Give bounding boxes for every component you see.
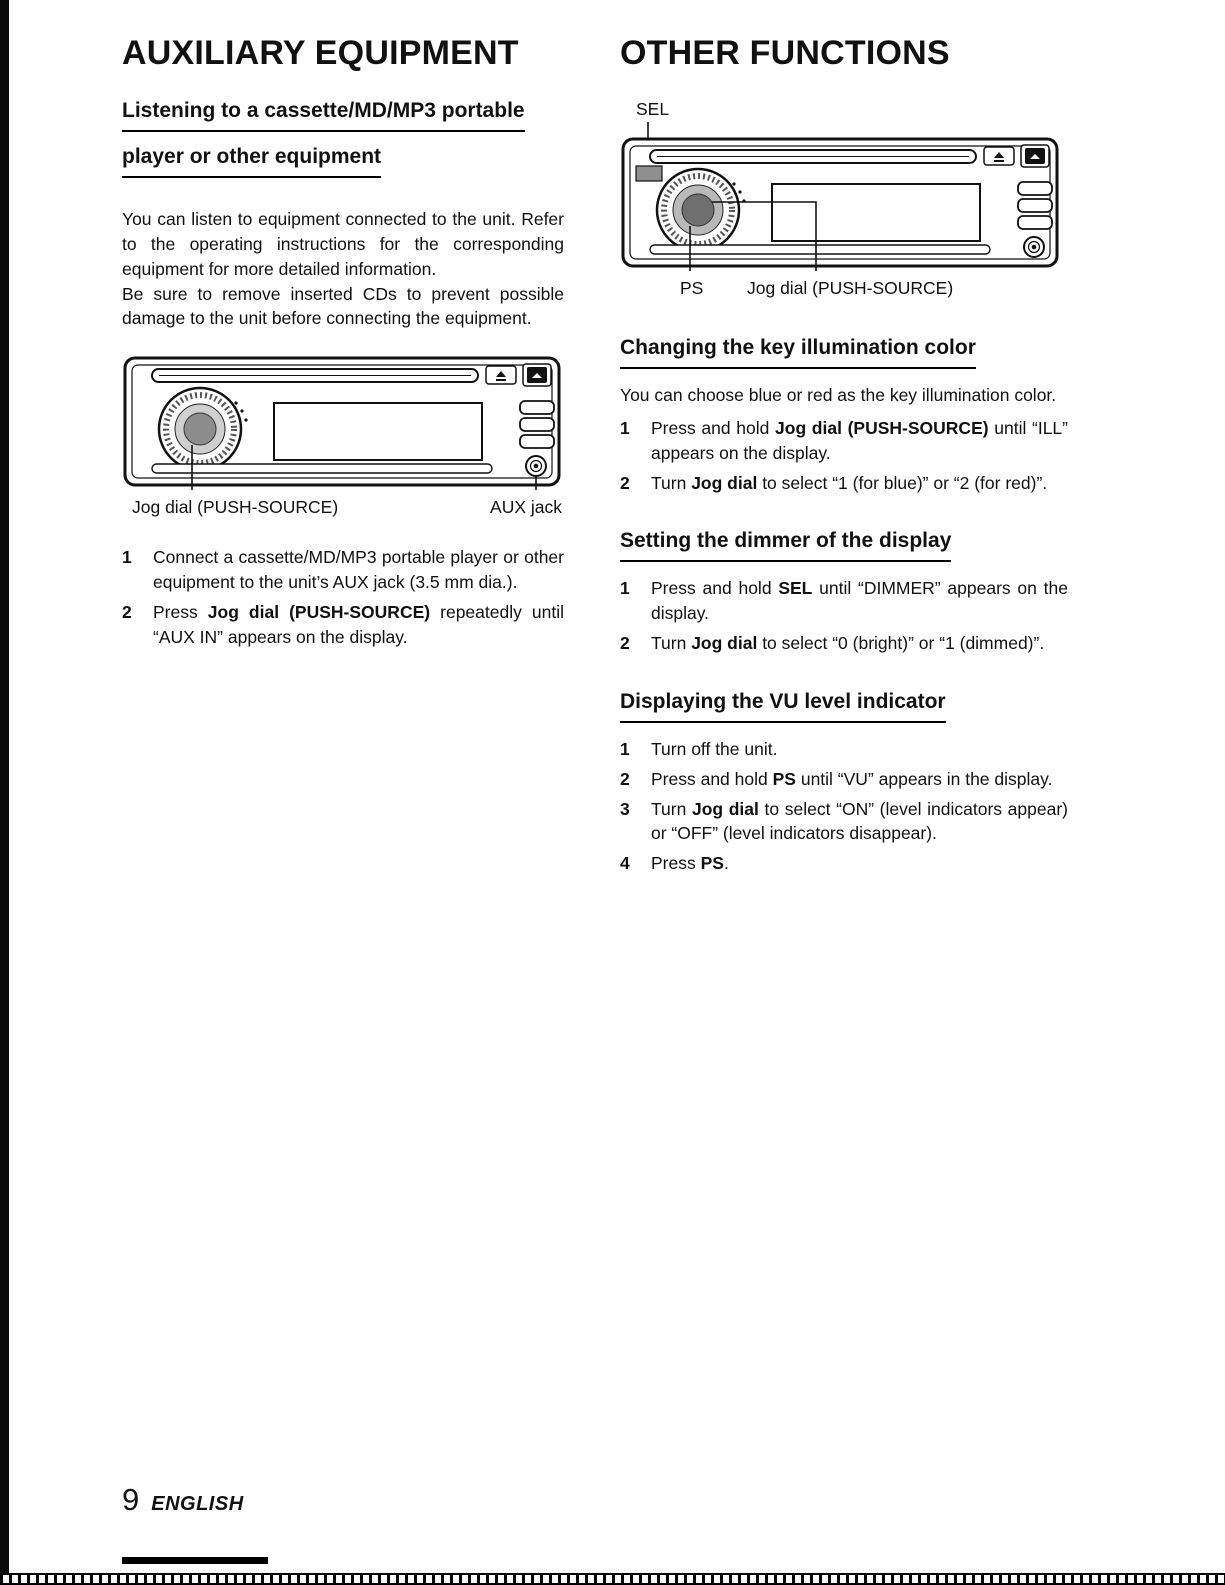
page-title-auxiliary-equipment: AUXILIARY EQUIPMENT: [122, 34, 519, 72]
eject-icon-bar: [994, 160, 1004, 162]
paragraph-listen-intro: You can listen to equipment connected to the unit. Refer to the operating instructions for the corresponding equipment for more detailed information.: [122, 209, 564, 279]
eject-icon-bar: [496, 379, 506, 381]
section-illumination-color: [620, 336, 1068, 495]
step-number: 1: [122, 547, 132, 568]
side-buttons: [1018, 182, 1052, 229]
scan-perforation-strip: [0, 1573, 1225, 1585]
right-column: [620, 34, 1068, 881]
step-press-jog: [122, 600, 564, 650]
stereo-faceplate-figure: [122, 353, 562, 491]
step: 4 Press PS.: [620, 853, 729, 874]
sel-button: [636, 166, 662, 181]
step: 1 Press and hold Jog dial (PUSH-SOURCE) until “ILL” appears on the display.: [620, 417, 1068, 463]
step: 1 Press and hold SEL until “DIMMER” appears on the display.: [620, 578, 1068, 624]
scan-edge: [0, 0, 9, 1585]
aux-jack-icon: [526, 456, 546, 476]
step: 2 Turn Jog dial to select “0 (bright)” or “1 (dimmed)”.: [620, 633, 1045, 654]
stereo-faceplate-figure: [620, 122, 1060, 272]
page-number: 9: [122, 1482, 140, 1517]
page-title-other-functions: OTHER FUNCTIONS: [620, 34, 950, 72]
section-heading-listening: [122, 99, 564, 191]
step-text: Press Jog dial (PUSH-SOURCE) repeatedly until “AUX IN” appears on the display.: [153, 601, 564, 647]
language-label: ENGLISH: [151, 1493, 244, 1515]
aux-jack-icon: [1024, 237, 1044, 257]
figure-label-sel: SEL: [636, 99, 670, 119]
section-dimmer: [620, 529, 1068, 656]
step: 2 Press and hold PS until “VU” appears in the display.: [620, 768, 1053, 789]
steps-aux: [122, 545, 564, 649]
step: 2 Turn Jog dial to select “1 (for blue)” or “2 (for red)”.: [620, 472, 1048, 493]
section-vu-indicator: [620, 690, 1068, 876]
paragraph-illumination-intro: You can choose blue or red as the key illumination color.: [620, 385, 1057, 405]
figure-stereo-left: [122, 353, 564, 521]
step: 3 Turn Jog dial to select “ON” (level indicators appear) or “OFF” (level indicators disappear).: [620, 798, 1068, 844]
step-connect: [122, 545, 564, 595]
step: 1 Turn off the unit.: [620, 738, 778, 759]
figure-label-ps: PS: [680, 278, 704, 298]
display-window: [772, 184, 980, 241]
step-text: Connect a cassette/MD/MP3 portable player or other equipment to the unit’s AUX jack (3.5 mm dia.).: [153, 547, 564, 593]
left-column: [122, 34, 564, 655]
figure-label-jog-dial: Jog dial (PUSH-SOURCE): [747, 278, 954, 298]
step-number: 2: [122, 601, 132, 622]
figure-stereo-right: [620, 122, 1068, 302]
figure-labels: [122, 495, 564, 521]
bottom-bar: [650, 245, 990, 254]
section-heading: Setting the dimmer of the display: [620, 529, 1068, 562]
side-buttons: [520, 401, 554, 448]
page-footer: [122, 1482, 244, 1518]
section-heading: Changing the key illumination color: [620, 336, 1068, 369]
display-window: [274, 403, 482, 460]
figure-label-aux-jack: AUX jack: [490, 497, 562, 518]
paragraph-remove-cds: Be sure to remove inserted CDs to prevent possible damage to the unit before connecting the equipment.: [122, 283, 564, 329]
section-heading-line2: player or other equipment: [122, 145, 381, 178]
section-heading: Displaying the VU level indicator: [620, 690, 1068, 723]
bottom-bar: [152, 464, 492, 473]
figure-label-jog-dial: Jog dial (PUSH-SOURCE): [132, 497, 339, 518]
section-heading-line1: Listening to a cassette/MD/MP3 portable: [122, 99, 525, 132]
footer-rule: [122, 1557, 268, 1564]
figure-labels: [620, 276, 1068, 302]
